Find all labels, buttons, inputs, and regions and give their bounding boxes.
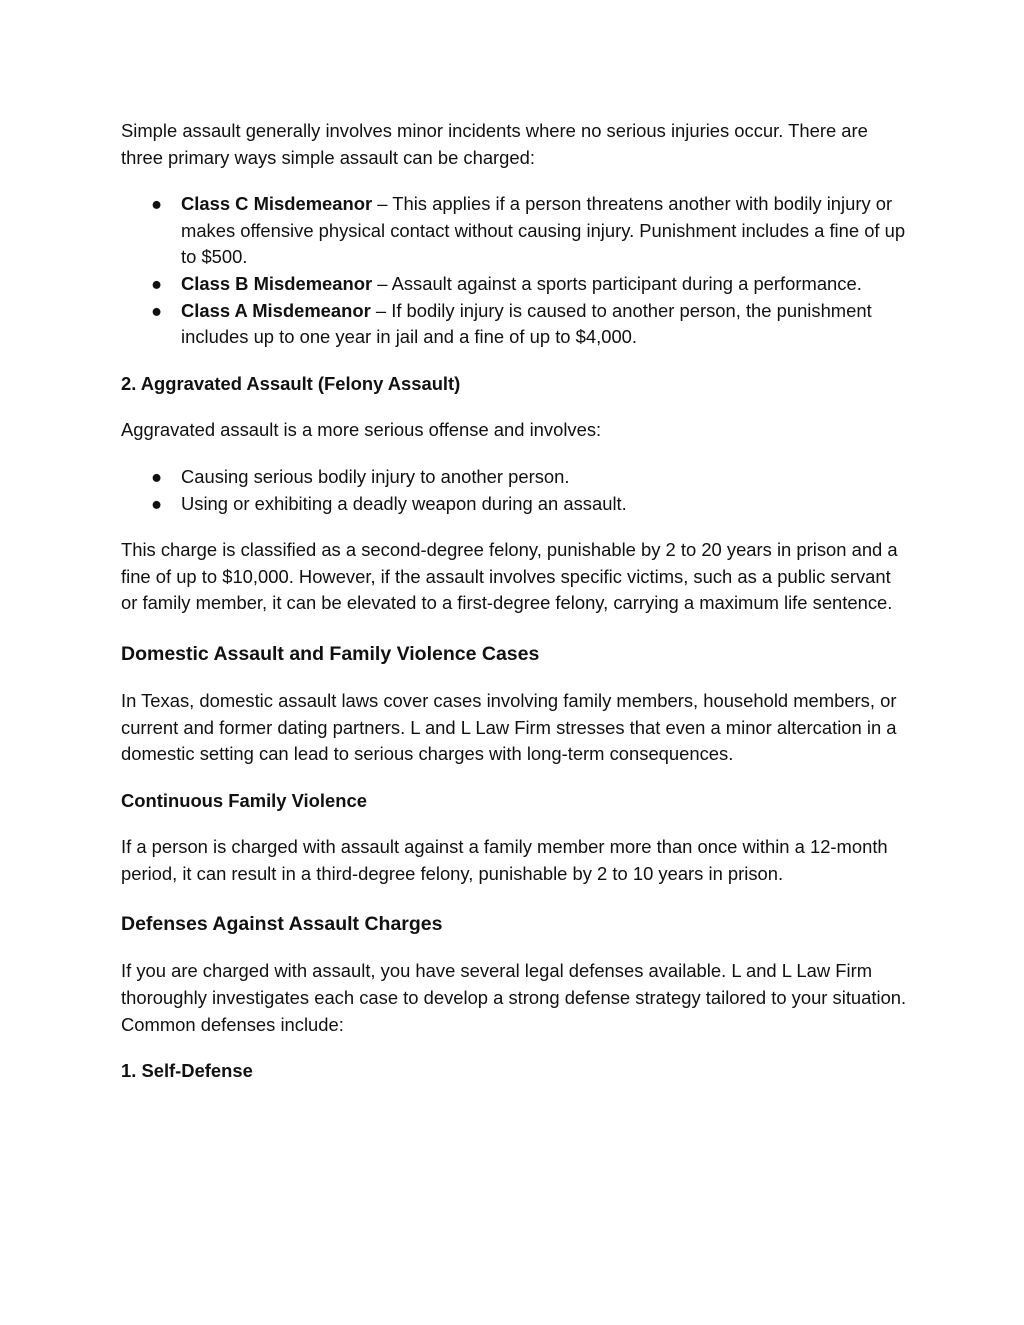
list-item-term: Class B Misdemeanor bbox=[181, 272, 373, 294]
bullet-icon: ● bbox=[151, 193, 163, 215]
list-item-text: Using or exhibiting a deadly weapon during an assault. bbox=[181, 492, 627, 514]
list-item-text: – Assault against a sports participant during a performance. bbox=[372, 272, 862, 294]
bullet-icon: ● bbox=[151, 272, 163, 294]
bullet-icon: ● bbox=[151, 299, 163, 321]
list-item-term: Class C Misdemeanor bbox=[181, 193, 373, 215]
defenses-paragraph: If you are charged with assault, you have several legal defenses available. L and L Law Firm thoroughly investigates each case to develop a strong defense strategy tailored to your situation. Common defenses include: bbox=[121, 960, 907, 1035]
continuous-violence-heading: Continuous Family Violence bbox=[121, 789, 367, 811]
aggravated-paragraph: This charge is classified as a second-degree felony, punishable by 2 to 20 years in prison and a fine of up to $10,000. However, if the assault involves specific victims, such as a public servant or family member, it can be elevated to a first-degree felony, carrying a maximum life sentence. bbox=[121, 539, 898, 614]
list-item bbox=[121, 491, 911, 518]
aggravated-list bbox=[121, 464, 911, 517]
list-item bbox=[121, 298, 911, 351]
continuous-paragraph: If a person is charged with assault against a family member more than once within a 12-month period, it can result in a third-degree felony, punishable by 2 to 10 years in prison. bbox=[121, 836, 888, 884]
simple-assault-list bbox=[121, 191, 911, 351]
aggravated-intro: Aggravated assault is a more serious offense and involves: bbox=[121, 419, 602, 441]
intro-paragraph: Simple assault generally involves minor incidents where no serious injuries occur. There are three primary ways simple assault can be charged: bbox=[121, 120, 868, 168]
list-item bbox=[121, 464, 911, 491]
list-item-text: – This applies if a person threatens another with bodily injury or makes offensive physical contact without causing injury. Punishment includes a fine of up to $500. bbox=[181, 193, 906, 268]
bullet-icon: ● bbox=[151, 465, 163, 487]
list-item-text: – If bodily injury is caused to another person, the punishment includes up to one year in jail and a fine of up to $4,000. bbox=[181, 299, 872, 348]
domestic-assault-heading: Domestic Assault and Family Violence Cases bbox=[121, 642, 540, 665]
list-item bbox=[121, 191, 911, 271]
list-item-text: Causing serious bodily injury to another person. bbox=[181, 465, 570, 487]
list-item bbox=[121, 271, 911, 298]
aggravated-assault-heading: 2. Aggravated Assault (Felony Assault) bbox=[121, 372, 461, 394]
self-defense-heading: 1. Self-Defense bbox=[121, 1060, 253, 1082]
domestic-paragraph: In Texas, domestic assault laws cover cases involving family members, household members, or current and former dating partners. L and L Law Firm stresses that even a minor altercation in a domestic setting can lead to serious charges with long-term consequences. bbox=[121, 689, 897, 765]
document-page bbox=[121, 118, 911, 1105]
defenses-heading: Defenses Against Assault Charges bbox=[121, 913, 443, 936]
list-item-term: Class A Misdemeanor bbox=[181, 299, 371, 321]
bullet-icon: ● bbox=[151, 492, 163, 514]
